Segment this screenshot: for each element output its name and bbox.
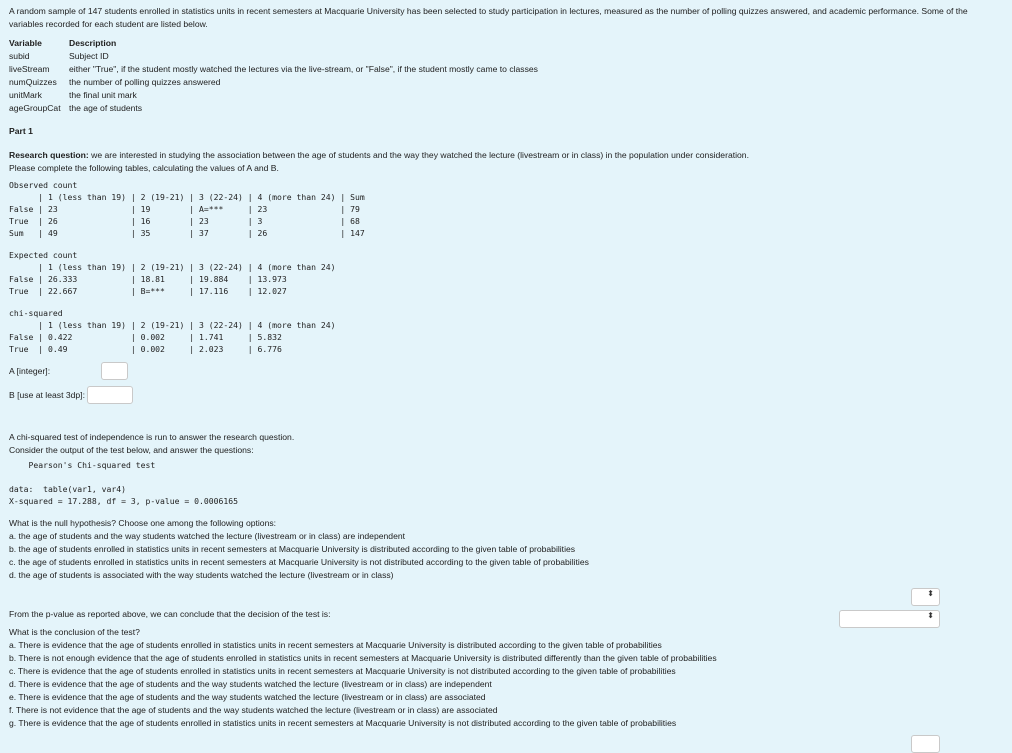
- answer-a-input[interactable]: [101, 362, 128, 380]
- test-output-head: Pearson's Chi-squared test: [9, 460, 156, 470]
- research-label: Research question:: [9, 150, 89, 160]
- conclusion-option: c. There is evidence that the age of students enrolled in statistics units in recent semesters at Macquarie University is not distributed according to the given table of probabilities: [9, 666, 676, 676]
- answer-a-row: [9, 359, 1004, 383]
- null-option: d. the age of students is associated with the way students watched the lecture (livestream or in class): [9, 570, 394, 580]
- expected-title: Expected count: [9, 250, 78, 260]
- variable-description: either "True", if the student mostly watched the lectures via the live-stream, or "False", if the student mostly came to classes: [69, 64, 538, 74]
- test-intro-line2: Consider the output of the test below, and answer the questions:: [9, 445, 254, 455]
- conclusion-option: e. There is evidence that the age of students and the way students watched the lecture (livestream or in class) are associated: [9, 692, 486, 702]
- answer-b-label: B [use at least 3dp]:: [9, 389, 85, 400]
- variable-row: [9, 63, 538, 76]
- variables-table: [9, 37, 538, 115]
- variable-name: unitMark: [9, 90, 42, 100]
- chisq-table: | 1 (less than 19) | 2 (19-21) | 3 (22-24) | 4 (more than 24) False | 0.422 | 0.002 | 1.741 | 5.832 True | 0.49 | 0.002 | 2.023 | 6.776: [9, 320, 336, 354]
- variable-name: liveStream: [9, 64, 50, 74]
- answer-b-input[interactable]: [87, 386, 133, 404]
- conclusion-option: b. There is not enough evidence that the age of students enrolled in statistics units in recent semesters at Macquarie University is distributed differently than the given table of probabilities: [9, 653, 717, 663]
- expected-table: | 1 (less than 19) | 2 (19-21) | 3 (22-24) | 4 (more than 24) False | 26.333 | 18.81 | 19.884 | 13.973 True | 22.667 | B=*** | 17.116 | 12.027: [9, 262, 336, 296]
- variable-name: subid: [9, 51, 30, 61]
- chisq-block: [9, 307, 1004, 355]
- variable-header: Variable: [9, 38, 42, 48]
- variable-description: the number of polling quizzes answered: [69, 77, 221, 87]
- variable-name: numQuizzes: [9, 77, 57, 87]
- please-complete: Please complete the following tables, calculating the values of A and B.: [9, 163, 279, 173]
- conclusion-option: g. There is evidence that the age of students enrolled in statistics units in recent semesters at Macquarie University is not distributed according to the given table of probabilities: [9, 718, 677, 728]
- part-title: Part 1: [9, 126, 33, 136]
- null-option: b. the age of students enrolled in statistics units in recent semesters at Macquarie University is distributed according to the given table of probabilities: [9, 544, 576, 554]
- answer-a-label: A [integer]:: [9, 365, 51, 376]
- observed-table: | 1 (less than 19) | 2 (19-21) | 3 (22-24) | 4 (more than 24) | Sum False | 23 | 19 | A=*** | 23 | 79 True | 26 | 16 | 23 | 3 | 68 Sum | 49 | 35 | 37 | 26 | 147: [9, 192, 365, 238]
- conclusion-option: a. There is evidence that the age of students enrolled in statistics units in recent semesters at Macquarie University is distributed according to the given table of probabilities: [9, 640, 662, 650]
- research-text: we are interested in studying the association between the age of students and the way they watched the lecture (livestream or in class) in the population under consideration.: [88, 150, 749, 160]
- chisq-title: chi-squared: [9, 308, 63, 318]
- select-arrow-icon: ⬍: [927, 589, 934, 598]
- variable-description: the age of students: [69, 103, 143, 113]
- conclusion-option: d. There is evidence that the age of students and the way students watched the lecture (livestream or in class) are independent: [9, 679, 492, 689]
- null-option: c. the age of students enrolled in statistics units in recent semesters at Macquarie University is not distributed according to the given table of probabilities: [9, 557, 589, 567]
- expected-block: [9, 249, 1004, 297]
- intro-paragraph: A random sample of 147 students enrolled in statistics units in recent semesters at Macquarie University has been selected to study participation in lectures, measured as the number of polling quizzes answered, and academic performance. Some of the variables recorded for each student are listed below.: [9, 6, 968, 29]
- variable-row: [9, 102, 538, 115]
- null-question: What is the null hypothesis? Choose one among the following options:: [9, 518, 277, 528]
- variable-description: the final unit mark: [69, 90, 137, 100]
- variable-name: ageGroupCat: [9, 103, 61, 113]
- test-output-body: data: table(var1, var4) X-squared = 17.288, df = 3, p-value = 0.0006165: [9, 484, 239, 506]
- null-hypothesis-select[interactable]: [911, 588, 940, 606]
- variable-row: [9, 50, 538, 63]
- test-intro-line1: A chi-squared test of independence is run to answer the research question.: [9, 432, 295, 442]
- conclusion-select[interactable]: [911, 735, 940, 753]
- variable-row: [9, 89, 538, 102]
- observed-title: Observed count: [9, 180, 78, 190]
- conclusion-options: [9, 639, 1004, 730]
- null-options: [9, 530, 1004, 582]
- test-decision-select[interactable]: [839, 610, 940, 628]
- variable-description: Subject ID: [69, 51, 109, 61]
- research-question: [9, 149, 1004, 162]
- null-option: a. the age of students and the way students watched the lecture (livestream or in class) are independent: [9, 531, 406, 541]
- select-arrow-icon: ⬍: [927, 611, 934, 620]
- description-header: Description: [69, 38, 117, 48]
- conclusion-option: f. There is not evidence that the age of students and the way students watched the lecture (livestream or in class) are associated: [9, 705, 498, 715]
- conclusion-question: What is the conclusion of the test?: [9, 627, 140, 637]
- variable-row: [9, 76, 538, 89]
- pvalue-question: From the p-value as reported above, we can conclude that the decision of the test is:: [9, 609, 331, 619]
- answer-b-row: [9, 383, 1004, 407]
- observed-block: [9, 179, 1004, 239]
